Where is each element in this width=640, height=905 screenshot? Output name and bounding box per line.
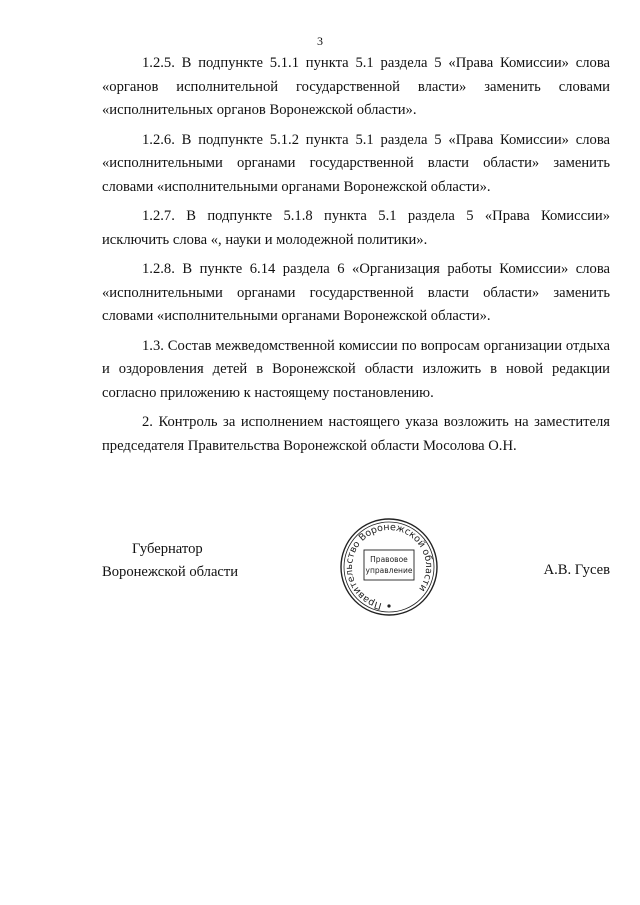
signatory-title (102, 538, 238, 584)
stamp-dot (387, 604, 390, 607)
signatory-name: А.В. Гусев (543, 562, 610, 578)
page-number: 3 (317, 34, 323, 48)
paragraph-1-2-5: 1.2.5. В подпункте 5.1.1 пункта 5.1 раздела 5 «Права Комиссии» слова «органов исполнительной государственной власти» заменить словами «исполнительных органов Воронежской области». (102, 55, 610, 118)
paragraph-1-2-8: 1.2.8. В пункте 6.14 раздела 6 «Организация работы Комиссии» слова «исполнительными органами государственной власти области» заменить словами «исполнительными органами Воронежской области». (102, 261, 610, 324)
stamp-outer-text: Правительство Воронежской области (344, 521, 435, 612)
signatory-title-line2: Воронежской области (102, 564, 239, 580)
document-body (102, 52, 610, 464)
paragraph-1-2-6: 1.2.6. В подпункте 5.1.2 пункта 5.1 раздела 5 «Права Комиссии» слова «исполнительными органами государственной власти области» заменить словами «исполнительными органами Воронежской области». (102, 131, 610, 195)
official-stamp (330, 512, 448, 624)
paragraph-1-2-7: 1.2.7. В подпункте 5.1.8 пункта 5.1 раздела 5 «Права Комиссии» исключить слова «, науки и молодежной политики». (102, 208, 610, 248)
stamp-inner-line2: управление (365, 566, 413, 575)
paragraph-2: 2. Контроль за исполнением настоящего указа возложить на заместителя председателя Правительства Воронежской области Мосолова О.Н. (102, 414, 610, 454)
stamp-inner-line1: Правовое (370, 555, 408, 564)
paragraph-1-3: 1.3. Состав межведомственной комиссии по вопросам организации отдыха и оздоровления детей в Воронежской области изложить в новой редакции согласно приложению к настоящему постановлению. (102, 337, 610, 401)
signatory-title-line1: Губернатор (132, 541, 203, 557)
